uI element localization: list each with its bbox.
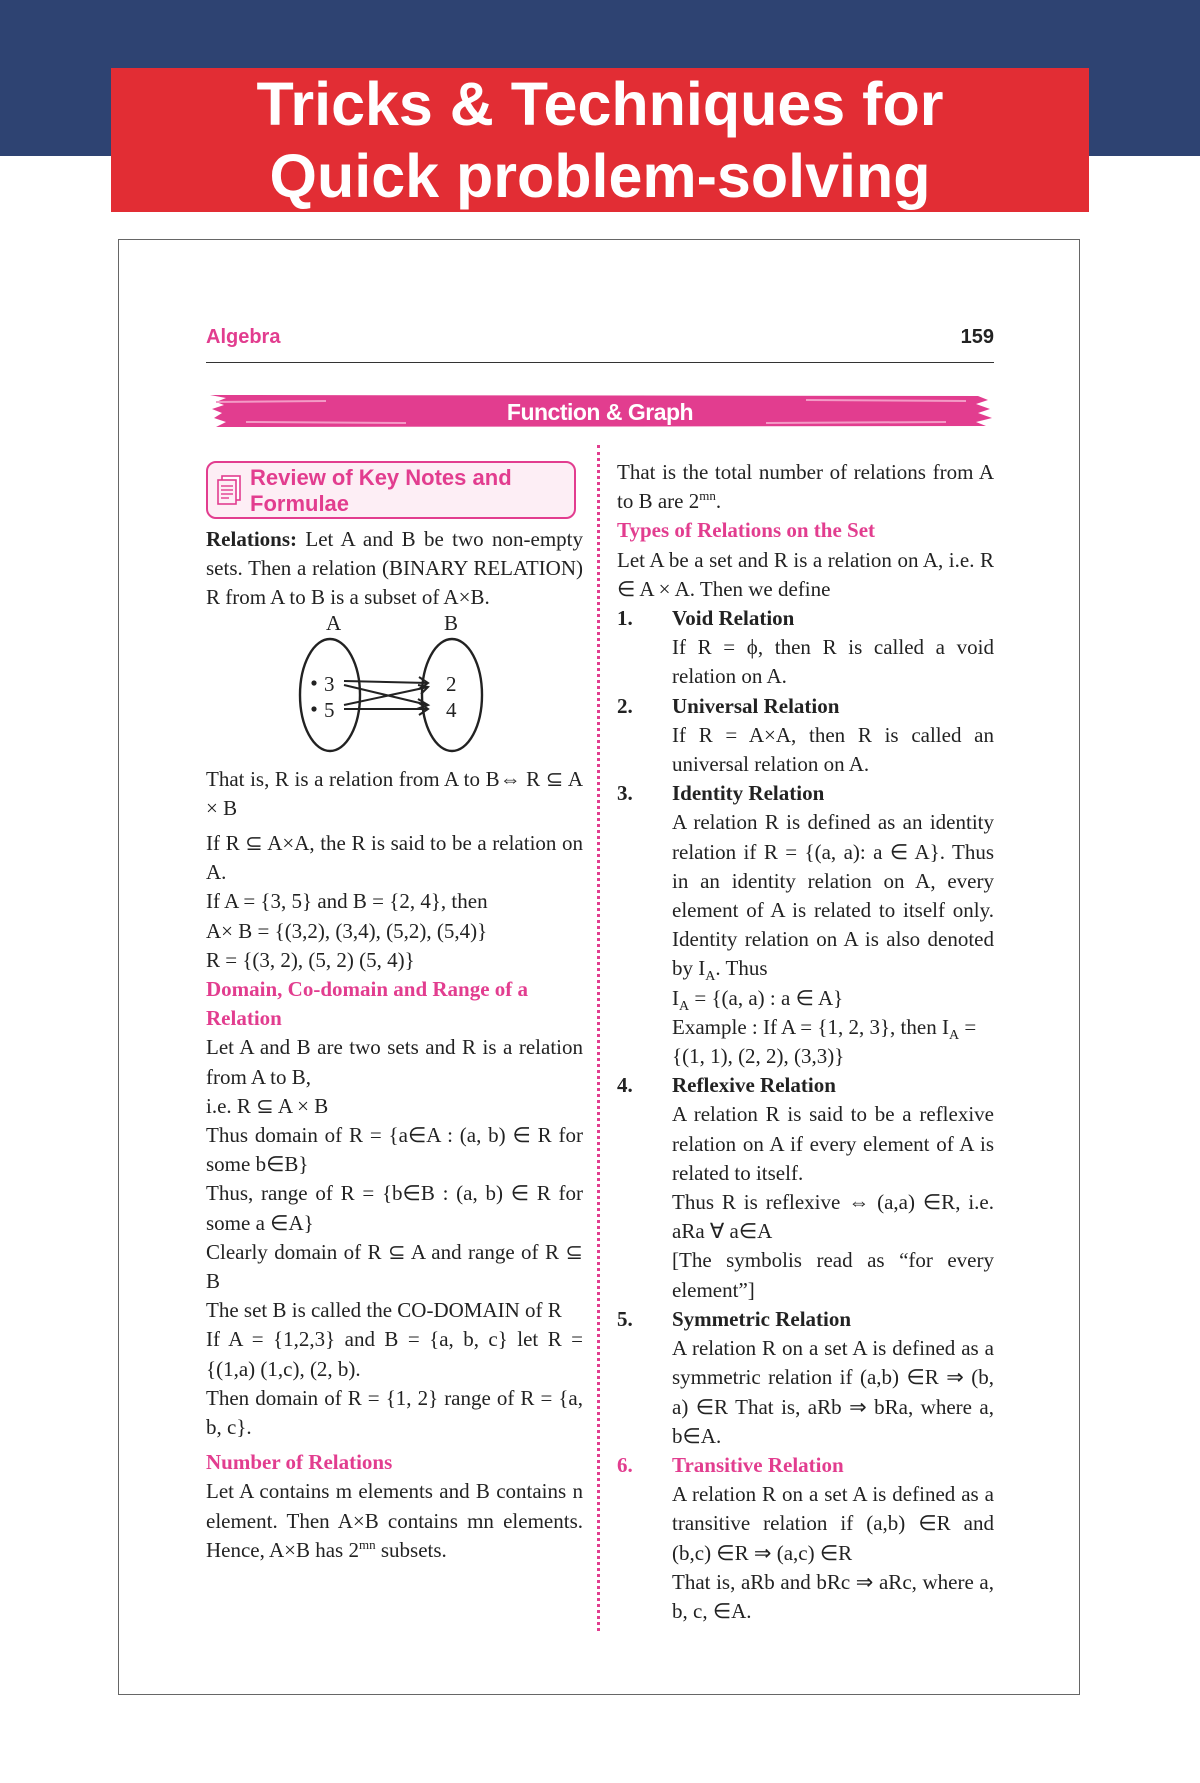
number-of-relations-text [206,1477,583,1565]
title-banner [111,68,1089,212]
column-divider [597,445,600,1631]
arrow-diagram-svg [206,613,583,765]
left-column [206,461,583,1565]
item-text-2: That is, aRb and bRc ⇒ aRc, where a, b, c, ∈A. [672,1569,994,1623]
item-number: 3. [617,781,633,806]
set-b-element-1: 2 [446,671,457,696]
codomain-note: The set B is called the CO-DOMAIN of R [206,1298,562,1323]
item-text: If R = ϕ, then R is called a void relation on A. [672,635,994,689]
example-sets: If A = {3, 5} and B = {2, 4}, then [206,889,488,914]
item-heading: Symmetric Relation [672,1306,852,1331]
item-number: 4. [617,1073,633,1098]
item-text: A relation R on a set A is defined as a symmetric relation if (a,b) ∈R ⇒ (b, a) ∈R That is, aRb ⇒ bRa, where a, b∈A. [672,1336,994,1448]
item-heading: Identity Relation [672,781,825,806]
identity-subscript: A [705,969,716,985]
review-title [250,465,512,517]
set-a-element-2: 5 [324,697,335,722]
total-relations-text [617,458,994,516]
review-title-line-2: Formulae [250,491,350,516]
number-text-end: subsets. [375,1537,447,1562]
void-relation-item [617,604,994,692]
domain-range-subset: Clearly domain of R ⊆ A and range of R ⊆ B [206,1239,583,1294]
relation-on-a: If R ⊆ A×A, the R is said to be a relation on A. [206,831,583,885]
set-a-label: A [326,610,342,635]
item-number: 6. [617,1452,633,1477]
domain-intro: Let A and B are two sets and R is a relation from A to B, [206,1035,583,1089]
total-text: That is the total number of relations from A to B are 2 [617,460,994,514]
number-exponent: mn [358,1536,376,1552]
banner-line-1: Tricks & Techniques for [256,70,944,138]
total-text-end: . [715,489,722,514]
running-header [206,324,994,363]
identity-example-subscript: A [948,1028,960,1044]
example-2: If A = {1,2,3} and B = {a, b, c} let R = {(1,a) (1,c), (2, b). [206,1327,583,1381]
identity-symbol-subscript: A [679,998,690,1014]
reflexive-relation-item [617,1071,994,1305]
item-text: A relation R on a set A is defined as a transitive relation if (a,b) ∈R and (b,c) ∈R ⇒ (a,c) ∈R [672,1482,994,1565]
identity-notation [672,984,994,1013]
item-text: If R = A×A, then R is called an universal relation on A. [672,722,994,777]
item-heading: Reflexive Relation [672,1073,836,1098]
range-definition: Thus, range of R = {b∈B : (a, b) ∈ R for some a ∈A} [206,1181,583,1235]
identity-text-end: . Thus [715,956,768,981]
identity-example-text: Example : If A = {1, 2, 3}, then I [672,1014,949,1039]
item-heading: Transitive Relation [672,1452,844,1477]
number-text: Let A contains m elements and B contains n element. Then A×B contains mn elements. Hence, A×B has 2 [206,1479,583,1562]
relation-arrow-diagram [206,610,583,765]
chapter-title: Function & Graph [506,399,694,425]
total-exponent: mn [699,488,716,504]
domain-subset: i.e. R ⊆ A × B [206,1093,329,1118]
item-number: 2. [617,693,633,718]
example-relation: R = {(3, 2), (5, 2) (5, 4)} [206,947,415,972]
identity-example-set: = {(1, 1), (2, 2), (3,3)} [672,1014,977,1069]
example-cartesian: A× B = {(3,2), (3,4), (5,2), (5,4)} [206,918,488,943]
symmetric-relation-item [617,1305,994,1451]
notes-icon [216,475,244,507]
banner-line-2: Quick problem-solving [269,142,931,210]
right-column [617,458,994,1626]
relations-label: Relations: [206,527,297,551]
universal-relation-item [617,692,994,780]
chapter-banner [206,392,994,430]
item-heading: Void Relation [672,606,795,631]
item-number: 5. [617,1306,633,1331]
relation-statement: That is, R is a relation from A to B⇔ R ⊆ A × B [206,766,583,820]
set-b-element-2: 4 [446,697,457,722]
types-heading: Types of Relations on the Set [617,518,876,543]
identity-example [672,1013,994,1071]
relations-definition [206,525,583,613]
item-heading: Universal Relation [672,693,840,718]
number-of-relations-heading: Number of Relations [206,1450,393,1475]
item-text-3: [The symbolis read as “for every element”] [672,1248,994,1302]
identity-set: = {(a, a) : a ∈ A} [689,985,844,1010]
identity-symbol: I [672,985,679,1010]
types-intro: Let A be a set and R is a relation on A, i.e. R ∈ A × A. Then we define [617,547,994,601]
set-b-label: B [444,610,459,635]
item-text-2: Thus R is reflexive ⇔ (a,a) ∈R, i.e. aRa ∀ a∈A [672,1190,994,1244]
item-text: A relation R is said to be a reflexive relation on A if every element of A is related to itself. [672,1102,994,1185]
identity-text: A relation R is defined as an identity relation if R = {(a, a): a ∈ A}. Thus in an identity relation on A, every element of A is related to itself only. Identity relation on A is also denoted by I [672,810,994,981]
transitive-relation-item [617,1451,994,1626]
relations-text: Let A and B be two non-empty sets. Then a relation (BINARY RELATION) R from A to B is a subset of A×B. [206,527,583,610]
example-2-result: Then domain of R = {1, 2} range of R = {a, b, c}. [206,1385,583,1440]
set-a-element-1: 3 [324,671,335,696]
running-head-title: Algebra [206,326,281,348]
item-text [672,808,994,983]
item-number: 1. [617,606,633,631]
page-number: 159 [960,326,994,348]
review-title-line-1: Review of Key Notes and [250,465,512,490]
domain-definition: Thus domain of R = {a∈A : (a, b) ∈ R for some b∈B} [206,1123,583,1177]
review-key-notes-box [206,461,576,519]
identity-relation-item [617,779,994,1071]
domain-heading: Domain, Co-domain and Range of a Relation [206,977,529,1031]
